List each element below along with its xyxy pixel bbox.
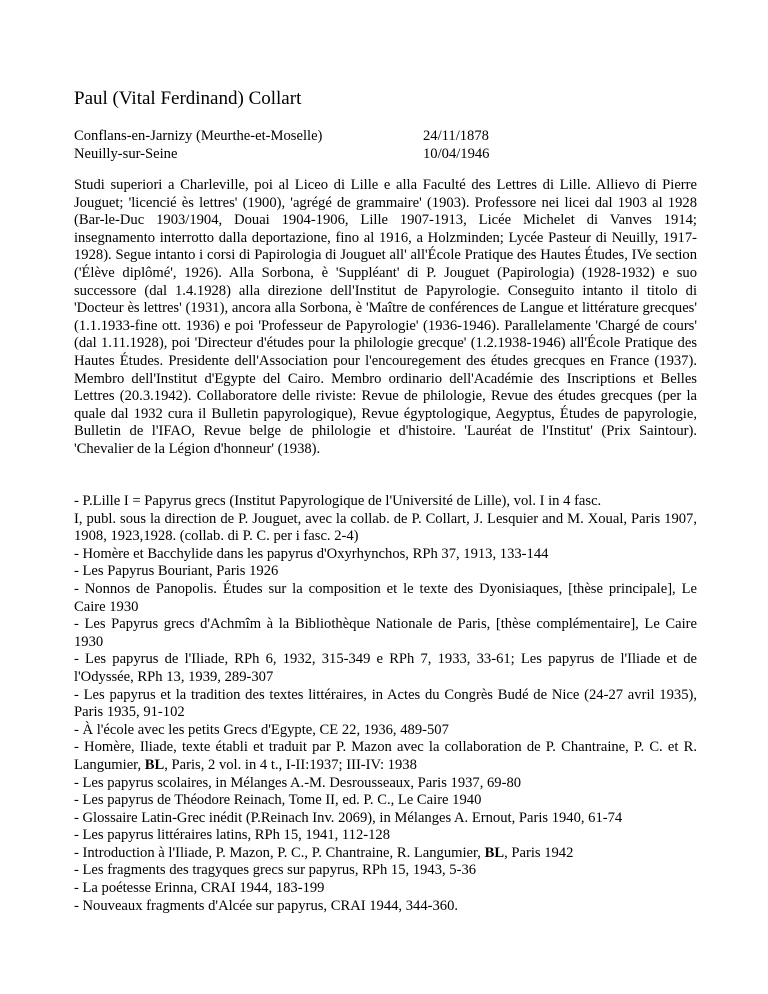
death-row [74,146,697,164]
birth-row [74,128,697,146]
publication-item [74,722,697,740]
publication-text: - Homère et Bacchylide dans les papyrus d'Oxyrhynchos, RPh 37, 1913, 133-144 [74,545,549,562]
publication-bold-abbrev: BL [484,844,505,861]
death-date: 10/04/1946 [423,145,490,162]
publication-text: - Nouveaux fragments d'Alcée sur papyrus, CRAI 1944, 344-360. [74,897,459,914]
death-place: Neuilly-sur-Seine [74,145,178,162]
publication-text: - P.Lille I = Papyrus grecs (Institut Papyrologique de l'Université de Lille), vol. I in 4 fasc. [74,493,602,509]
birth-place: Conflans-en-Jarnizy (Meurthe-et-Moselle) [74,128,323,144]
publication-text-tail: , Paris 1942 [504,844,574,861]
publication-text: - Les papyrus de l'Iliade, RPh 6, 1932, 315-349 e RPh 7, 1933, 33-61; Les papyrus de l'Iliade et de l'Odyssée, RPh 13, 1939, 289-307 [74,651,697,685]
publication-text: - Glossaire Latin-Grec inédit (P.Reinach Inv. 2069), in Mélanges A. Ernout, Paris 1940, 61-74 [74,809,623,826]
publication-item [74,493,697,511]
publication-item [74,792,697,810]
publication-item [74,581,697,616]
publication-item [74,775,697,793]
page-title: Paul (Vital Ferdinand) Collart [74,88,302,109]
publication-item [74,862,697,880]
birth-date: 24/11/1878 [423,128,489,144]
publication-item [74,687,697,722]
publication-item [74,616,697,651]
publication-text: - Nonnos de Panopolis. Études sur la composition et le texte des Dyonisiaques, [thèse principale], Le Caire 1930 [74,580,697,615]
publication-item [74,827,697,845]
publication-item [74,739,697,774]
publication-text: - Les papyrus et la tradition des textes littéraires, in Actes du Congrès Budé de Nice (24-27 avril 1935), Paris 1935, 91-102 [74,686,697,721]
publication-item [74,898,697,916]
publication-bold-abbrev: BL [144,756,165,773]
publication-text: - À l'école avec les petits Grecs d'Egypte, CE 22, 1936, 489-507 [74,721,449,738]
publication-text: - Introduction à l'Iliade, P. Mazon, P. C., P. Chantraine, R. Langumier, [74,844,485,861]
publication-text: - Les papyrus littéraires latins, RPh 15, 1941, 112-128 [74,827,391,844]
publication-item [74,511,697,546]
publication-text: - Les fragments des tragyques grecs sur papyrus, RPh 15, 1943, 5-36 [74,862,477,879]
publication-item [74,880,697,898]
publication-item [74,810,697,828]
publication-item [74,845,697,863]
publication-text: - Les papyrus scolaires, in Mélanges A.-M. Desrousseaux, Paris 1937, 69-80 [74,774,522,791]
publication-text-tail: , Paris, 2 vol. in 4 t., I-II:1937; III-IV: 1938 [164,756,417,773]
publication-text: I, publ. sous la direction de P. Jouguet, avec la collab. de P. Collart, J. Lesquier and M. Xoual, Paris 1907, 1908, 1923,1928. (collab. di P. C. per i fasc. 2-4) [74,510,697,545]
publication-item [74,563,697,581]
publications-list [74,493,697,915]
biography-paragraph: Studi superiori a Charleville, poi al Liceo di Lille e alla Faculté des Lettres di Lille. Allievo di Pierre Jouguet; 'licencié ès lettres' (1900), 'agrégé de grammaire' (1903). Professore nei licei dal 1903 al 1928 (Bar-le-Duc 1903/1904, Douai 1904-1906, Lille 1907-1913, Licée Michelet di Vanves 1914; insegnamento interrotto dalla deportazione, fino al 1916, a Holzminden; Lycée Pasteur di Neuilly, 1917-1928). Segue intanto i corsi di Papirologia di Jouguet all' all'École Pratique des Hautes Études, IVe section ('Élève diplômé', 1926). Alla Sorbona, è 'Suppléant' di P. Jouguet (Papirologia) (1928-1932) e suo successore (dal 1.4.1928) alla direzione dell'Institut de Papyrologie. Conseguito intanto il titolo di 'Docteur ès lettres' (1931), ancora alla Sorbona, è 'Maître de conférences de Langue et littérature grecques' (1.1.1933-fine ott. 1936) e poi 'Professeur de Papyrologie' (1936-1946). Parallelamente 'Chargé de cours' (dal 1.11.1928), poi 'Directeur d'études pour la philologie grecque' (1.2.1938-1946) all'École Pratique des Hautes Études. Presidente dell'Association pour l'encouregement des études grecques en France (1937). Membro dell'Institut d'Egypte del Cairo. Membro ordinario dell'Académie des Inscriptions et Belles Lettres (20.3.1942). Collaboratore delle riviste: Revue de philologie, Revue des études grecques (per la quale dal 1932 cura il Bulletin papyrologique), Revue égyptologique, Aegyptus, Études de papyrologie, Bulletin de l'IFAO, Revue belge de philologie et d'histoire. 'Lauréat de l'Institut' (Prix Saintour). 'Chevalier de la Légion d'honneur' (1938). [74,177,697,457]
life-dates [74,128,697,163]
publication-text: - Les Papyrus grecs d'Achmîm à la Bibliothèque Nationale de Paris, [thèse complémentaire], Le Caire 1930 [74,616,697,650]
publication-text: - Les Papyrus Bouriant, Paris 1926 [74,563,279,580]
publication-item [74,546,697,564]
publication-item [74,651,697,686]
publication-text: - Homère, Iliade, texte établi et traduit par P. Mazon avec la collaboration de P. Chantraine, P. C. et R. Langumier, [74,739,697,773]
publication-text: - La poétesse Erinna, CRAI 1944, 183-199 [74,880,325,897]
publication-text: - Les papyrus de Théodore Reinach, Tome II, ed. P. C., Le Caire 1940 [74,792,482,809]
